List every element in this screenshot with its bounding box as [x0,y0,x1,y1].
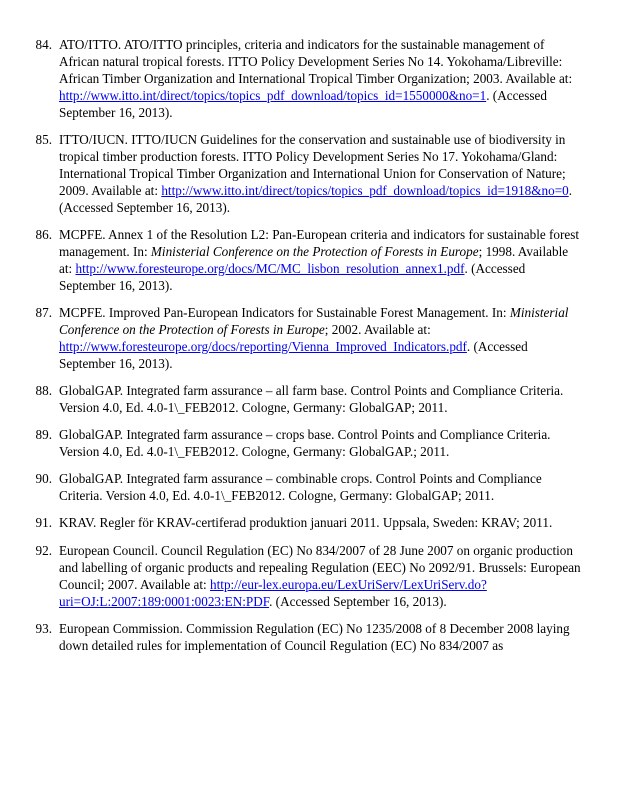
reference-source-title: Ministerial Conference on the Protection of Forests in Europe [150,243,479,259]
reference-item [0,427,617,461]
reference-item [0,305,617,373]
reference-item [0,621,617,655]
reference-number: 85. [35,131,52,147]
reference-item [0,227,617,295]
reference-number: 90. [35,471,52,487]
reference-item [0,132,617,217]
reference-item [0,471,617,505]
reference-text-continued: ; 2002. Available at: [324,321,431,337]
reference-item [0,37,617,122]
reference-text: GlobalGAP. Integrated farm assurance – all farm base. Control Points and Compliance Criteria. Version 4.0, Ed. 4.0-1\_FEB2012. Cologne, Germany: GlobalGAP; 2011. [59,382,564,415]
reference-item [0,383,617,417]
reference-text: ATO/ITTO. ATO/ITTO principles, criteria and indicators for the sustainable management of African natural tropical forests. ITTO Policy Development Series No 14. Yokohama/Libreville: African Timber Organization and International Tropical Timber Organization; 2003. Available at: [59,37,573,86]
reference-text: MCPFE. Improved Pan-European Indicators for Sustainable Forest Management. In: [59,304,510,320]
reference-number: 89. [35,427,52,443]
reference-accessed: . (Accessed September 16, 2013). [59,260,526,293]
reference-text: European Commission. Commission Regulation (EC) No 1235/2008 of 8 December 2008 laying down detailed rules for implementation of Council Regulation (EC) No 834/2007 as [59,620,570,653]
reference-source-title: Ministerial Conference on the Protection of Forests in Europe [59,304,569,337]
reference-text: ITTO/IUCN. ITTO/IUCN Guidelines for the conservation and sustainable use of biodiversity in tropical timber production forests. ITTO Policy Development Series No 17. Yokohama/Gland: International Tropical Timber Organization and International Union for Conservation of Nature; 2009. Available at: [59,131,566,198]
reference-link[interactable]: http://www.foresteurope.org/docs/MC/MC_lisbon_resolution_annex1.pdf [75,260,465,276]
reference-list [0,37,617,665]
reference-number: 84. [35,37,52,52]
reference-text: GlobalGAP. Integrated farm assurance – combinable crops. Control Points and Compliance Criteria. Version 4.0, Ed. 4.0-1\_FEB2012. Cologne, Germany: GlobalGAP; 2011. [59,471,542,504]
reference-text: MCPFE. Annex 1 of the Resolution L2: Pan-European criteria and indicators for sustainable forest management. In: [59,226,580,259]
reference-item [0,515,617,532]
reference-text: European Council. Council Regulation (EC) No 834/2007 of 28 June 2007 on organic production and labelling of organic products and repealing Regulation (EEC) No 2092/91. Brussels: European Council; 2007. Available at: [59,542,581,592]
reference-link[interactable]: http://www.foresteurope.org/docs/reporting/Vienna_Improved_Indicators.pdf [59,338,467,354]
reference-number: 87. [35,304,52,320]
reference-text-continued: ; 1998. Available at: [59,243,569,276]
reference-number: 92. [35,542,52,558]
reference-number: 91. [35,515,52,531]
reference-number: 88. [35,382,52,398]
reference-link[interactable]: http://www.itto.int/direct/topics/topics_pdf_download/topics_id=1550000&no=1 [59,87,487,103]
reference-accessed: . (Accessed September 16, 2013). [269,593,447,609]
reference-link[interactable]: http://eur-lex.europa.eu/LexUriServ/LexUriServ.do?uri=OJ:L:2007:189:0001:0023:EN:PDF [59,576,487,609]
reference-text: KRAV. Regler för KRAV-certiferad produktion januari 2011. Uppsala, Sweden: KRAV; 2011. [59,515,553,531]
reference-text: GlobalGAP. Integrated farm assurance – crops base. Control Points and Compliance Criteria. Version 4.0, Ed. 4.0-1\_FEB2012. Cologne, Germany: GlobalGAP.; 2011. [59,427,551,459]
reference-accessed: . (Accessed September 16, 2013). [59,182,573,215]
reference-number: 93. [35,620,52,636]
reference-accessed: . (Accessed September 16, 2013). [59,87,547,120]
reference-link[interactable]: http://www.itto.int/direct/topics/topics_pdf_download/topics_id=1918&no=0 [161,182,569,198]
reference-accessed: . (Accessed September 16, 2013). [59,338,528,371]
reference-number: 86. [35,226,52,242]
reference-item [0,543,617,611]
